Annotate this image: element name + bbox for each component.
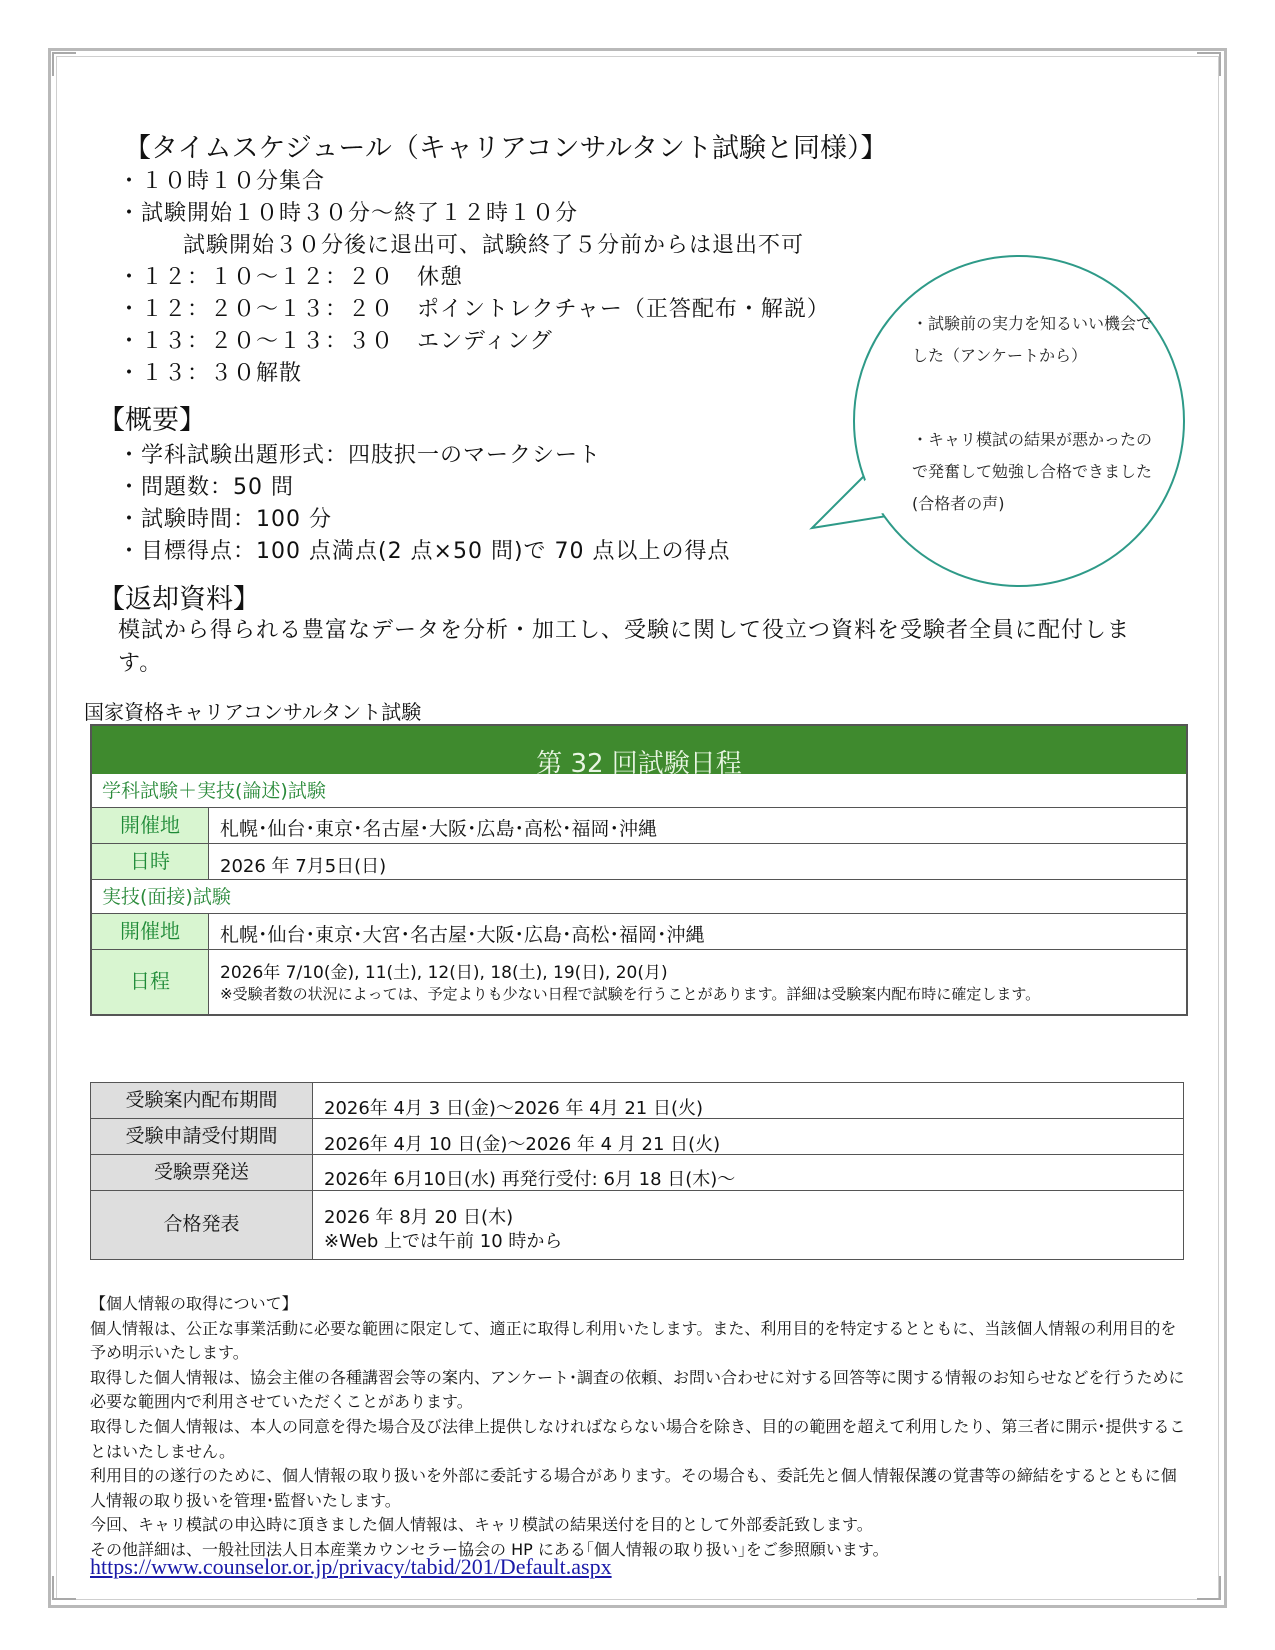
period-value: 2026 年 8月 20 日(木) [324, 1207, 514, 1228]
frame-corner-ornament [1197, 52, 1221, 76]
period-value: 2026年 4月 10 日(金)～2026 年 4 月 21 日(火) [324, 1134, 721, 1155]
table-row [92, 808, 1186, 844]
privacy-paragraph: 取得した個人情報は、本人の同意を得た場合及び法律上提供しなければならない場合を除き、目的の範囲を超えて利用したり、第三者に開示･提供することはいたしません。 [90, 1416, 1186, 1461]
overview-item: ・目標得点：100 点満点(2 点×50 問)で 70 点以上の得点 [118, 539, 731, 564]
application-dates-table [90, 1082, 1184, 1260]
returned-materials-heading: 【返却資料】 [98, 584, 260, 615]
period-value: 2026年 4月 3 日(金)～2026 年 4月 21 日(火) [324, 1098, 704, 1119]
table-row [91, 1155, 1183, 1191]
schedule-note: ※受験者数の状況によっては、予定よりも少ない日程で試験を行うことがあります。詳細は受験案内配布時に確定します。 [220, 985, 1041, 1003]
privacy-paragraph: 今回、キャリ模試の申込時に頂きました個人情報は、キャリ模試の結果送付を目的として外部委託致します。 [90, 1515, 873, 1535]
schedule-item: ・１２：２０～１３：２０ ポイントレクチャー（正答配布・解説） [118, 297, 830, 322]
privacy-paragraph: 取得した個人情報は、協会主催の各種講習会等の案内、アンケート･調査の依頼、お問い合わせに対する回答等に関する情報のお知らせなどを行うために必要な範囲内で利用させていただくことがあります。 [90, 1367, 1185, 1412]
frame-corner-ornament [52, 52, 76, 76]
schedule-value: 2026年 7/10(金), 11(土), 12(日), 18(土), 19(日), 20(月) [220, 963, 668, 983]
schedule-item: ・試験開始１０時３０分～終了１２時１０分 [118, 201, 579, 226]
venue-label: 開催地 [92, 914, 209, 949]
schedule-item: ・１２：１０～１２：２０ 休憩 [118, 265, 464, 290]
date-value: 2026 年 7月5日(日) [220, 856, 387, 877]
frame-corner-ornament [1197, 1576, 1221, 1600]
privacy-paragraph: 利用目的の遂行のために、個人情報の取り扱いを外部に委託する場合があります。その場合も、委託先と個人情報保護の覚書等の締結をするとともに個人情報の取り扱いを管理･監督いたします。 [90, 1466, 1177, 1510]
date-label: 日時 [92, 844, 209, 879]
frame-corner-ornament [52, 1576, 76, 1600]
venue-value: 札幌･仙台･東京･名古屋･大阪･広島･高松･福岡･沖縄 [220, 818, 658, 840]
privacy-paragraph: 個人情報は、公正な事業活動に必要な範囲に限定して、適正に取得し利用いたします。また、利用目的を特定するとともに、当該個人情報の利用目的を予め明示いたします。 [90, 1318, 1177, 1363]
period-note: ※Web 上では午前 10 時から [324, 1231, 563, 1252]
venue-value: 札幌･仙台･東京･大宮･名古屋･大阪･広島･高松･福岡･沖縄 [220, 924, 705, 946]
venue-label: 開催地 [92, 808, 209, 843]
period-label: 受験申請受付期間 [91, 1119, 313, 1154]
schedule-label: 日程 [92, 950, 209, 1014]
privacy-policy-link[interactable]: https://www.counselor.or.jp/privacy/tabid/201/Default.aspx [90, 1554, 612, 1579]
period-label: 受験案内配布期間 [91, 1083, 313, 1118]
table-row [91, 1083, 1183, 1119]
table-row [91, 1191, 1183, 1259]
privacy-paragraph: その他詳細は、一般社団法人日本産業カウンセラー協会の HP にある｢個人情報の取り扱い｣をご参照願います。 [90, 1539, 889, 1559]
section-written-exam: 学科試験＋実技(論述)試験 [92, 774, 1186, 808]
schedule-item: 試験開始３０分後に退出可、試験終了５分前からは退出不可 [183, 233, 805, 258]
schedule-heading: 【タイムスケジュール（キャリアコンサルタント試験と同様）】 [124, 133, 888, 164]
schedule-item: ・１０時１０分集合 [118, 169, 326, 194]
schedule-item: ・１３：３０解散 [118, 361, 303, 386]
privacy-heading: 【個人情報の取得について】 [90, 1294, 298, 1313]
overview-item: ・問題数：50 問 [118, 475, 294, 500]
overview-heading: 【概要】 [98, 405, 206, 436]
speech-bubble [853, 255, 1185, 587]
exam-schedule-table [90, 724, 1188, 1016]
period-label: 受験票発送 [91, 1155, 313, 1190]
schedule-item: ・１３：２０～１３：３０ エンディング [118, 329, 553, 354]
testimonial-quote: ・キャリ模試の結果が悪かったので発奮して勉強し合格できました(合格者の声) [912, 430, 1153, 513]
table-row [92, 844, 1186, 880]
returned-materials-text: 模試から得られる豊富なデータを分析・加工し、受験に関して役立つ資料を受験者全員に配付します。 [118, 618, 1131, 676]
exam-name: 国家資格キャリアコンサルタント試験 [84, 700, 422, 724]
table-row [91, 1119, 1183, 1155]
period-value: 2026年 6月10日(水) 再発行受付: 6月 18 日(木)～ [324, 1169, 736, 1190]
table-row [92, 914, 1186, 950]
testimonial-quote: ・試験前の実力を知るいい機会でした（アンケートから） [912, 314, 1153, 365]
overview-item: ・試験時間：100 分 [118, 507, 332, 532]
table-row [92, 950, 1186, 1014]
section-interview-exam: 実技(面接)試験 [92, 880, 1186, 914]
exam-schedule-title: 第 32 回試験日程 [92, 726, 1186, 774]
privacy-notice [90, 1292, 1190, 1563]
period-label: 合格発表 [91, 1191, 313, 1259]
overview-item: ・学科試験出題形式：四肢択一のマークシート [118, 443, 602, 468]
